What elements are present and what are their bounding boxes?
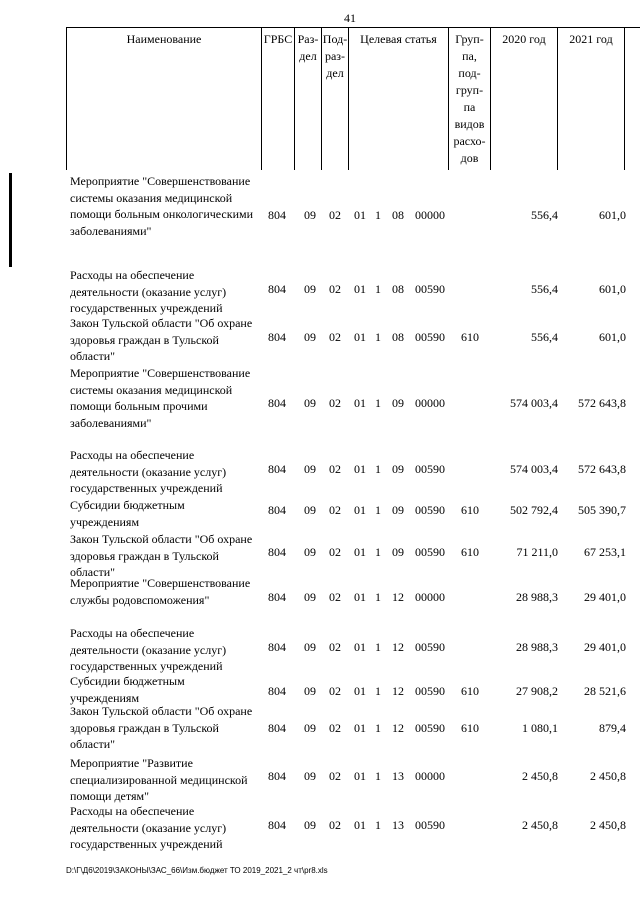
cell-t4: 00000 (415, 208, 445, 222)
header-podrazdel: Под- раз- дел (322, 28, 349, 170)
cell-t4: 00590 (415, 282, 445, 296)
header-razdel: Раз- дел (295, 28, 322, 170)
cell-2021: 505 390,7 (578, 503, 626, 517)
cell-t4: 00590 (415, 545, 445, 559)
cell-2020: 574 003,4 (510, 462, 558, 476)
cell-pr: 02 (329, 818, 341, 832)
cell-2021: 28 521,6 (584, 684, 626, 698)
cell-t4: 00590 (415, 640, 445, 654)
cell-rz: 09 (304, 684, 316, 698)
file-path-footer: D:\Г\Д6\2019\ЗАКОНЫ\ЗАС_66\Изм.бюджет ТО 2019_2021_2 чт\pr8.xls (66, 866, 328, 875)
cell-t4: 00590 (415, 330, 445, 344)
cell-rz: 09 (304, 818, 316, 832)
cell-2020: 2 450,8 (522, 769, 558, 783)
cell-t2: 1 (375, 545, 381, 559)
cell-t3: 12 (392, 640, 404, 654)
row-name: Субсидии бюджетным учреждениям (70, 498, 185, 529)
cell-pr: 02 (329, 462, 341, 476)
cell-rz: 09 (304, 462, 316, 476)
cell-pr: 02 (329, 721, 341, 735)
cell-2021: 601,0 (599, 208, 626, 222)
cell-pr: 02 (329, 208, 341, 222)
cell-t3: 08 (392, 208, 404, 222)
cell-t4: 00590 (415, 503, 445, 517)
cell-2020: 27 908,2 (516, 684, 558, 698)
cell-grbs: 804 (268, 721, 286, 735)
cell-vr: 610 (461, 721, 479, 735)
cell-2021: 879,4 (599, 721, 626, 735)
cell-rz: 09 (304, 330, 316, 344)
cell-pr: 02 (329, 282, 341, 296)
cell-rz: 09 (304, 640, 316, 654)
cell-2020: 1 080,1 (522, 721, 558, 735)
row-name: Мероприятие "Совершенствование системы оказания медицинской помощи больным онкологическими заболеваниями" (70, 174, 254, 238)
cell-pr: 02 (329, 769, 341, 783)
cell-t3: 08 (392, 330, 404, 344)
cell-vr: 610 (461, 503, 479, 517)
cell-vr: 610 (461, 684, 479, 698)
cell-2020: 28 988,3 (516, 590, 558, 604)
cell-t1: 01 (354, 640, 366, 654)
cell-pr: 02 (329, 330, 341, 344)
row-name: Расходы на обеспечение деятельности (оказание услуг) государственных учреждений (70, 448, 227, 495)
cell-t1: 01 (354, 330, 366, 344)
cell-grbs: 804 (268, 208, 286, 222)
cell-t4: 00590 (415, 462, 445, 476)
cell-rz: 09 (304, 208, 316, 222)
cell-t2: 1 (375, 769, 381, 783)
cell-2020: 556,4 (531, 208, 558, 222)
cell-pr: 02 (329, 503, 341, 517)
cell-grbs: 804 (268, 545, 286, 559)
cell-grbs: 804 (268, 684, 286, 698)
cell-grbs: 804 (268, 769, 286, 783)
cell-2021: 601,0 (599, 330, 626, 344)
cell-pr: 02 (329, 684, 341, 698)
cell-2020: 71 211,0 (516, 545, 558, 559)
cell-t1: 01 (354, 545, 366, 559)
cell-t4: 00590 (415, 684, 445, 698)
cell-2021: 29 401,0 (584, 640, 626, 654)
cell-t3: 09 (392, 396, 404, 410)
cell-t2: 1 (375, 503, 381, 517)
cell-t1: 01 (354, 462, 366, 476)
cell-t1: 01 (354, 208, 366, 222)
cell-2021: 2 450,8 (590, 769, 626, 783)
cell-rz: 09 (304, 503, 316, 517)
cell-t3: 09 (392, 545, 404, 559)
header-name: Наименование (66, 28, 262, 170)
cell-pr: 02 (329, 590, 341, 604)
cell-pr: 02 (329, 545, 341, 559)
cell-t2: 1 (375, 721, 381, 735)
cell-grbs: 804 (268, 330, 286, 344)
cell-t2: 1 (375, 282, 381, 296)
cell-2020: 574 003,4 (510, 396, 558, 410)
cell-t3: 08 (392, 282, 404, 296)
header-target: Целевая статья (349, 28, 449, 170)
cell-grbs: 804 (268, 818, 286, 832)
row-name: Закон Тульской области "Об охране здоровья граждан в Тульской области" (70, 704, 253, 751)
cell-t2: 1 (375, 462, 381, 476)
cell-t3: 13 (392, 769, 404, 783)
cell-grbs: 804 (268, 282, 286, 296)
row-name: Субсидии бюджетным учреждениям (70, 674, 185, 705)
cell-t3: 09 (392, 462, 404, 476)
cell-rz: 09 (304, 545, 316, 559)
cell-rz: 09 (304, 769, 316, 783)
cell-t4: 00590 (415, 818, 445, 832)
cell-t2: 1 (375, 640, 381, 654)
cell-t1: 01 (354, 503, 366, 517)
cell-vr: 610 (461, 330, 479, 344)
cell-t4: 00590 (415, 721, 445, 735)
header-group: Груп- па, под- груп- па видов расхо- дов (449, 28, 491, 170)
cell-pr: 02 (329, 640, 341, 654)
cell-pr: 02 (329, 396, 341, 410)
cell-2021: 601,0 (599, 282, 626, 296)
cell-rz: 09 (304, 282, 316, 296)
cell-rz: 09 (304, 721, 316, 735)
cell-t1: 01 (354, 721, 366, 735)
cell-2020: 556,4 (531, 330, 558, 344)
cell-t1: 01 (354, 684, 366, 698)
row-name: Расходы на обеспечение деятельности (оказание услуг) государственных учреждений (70, 804, 227, 851)
cell-2020: 556,4 (531, 282, 558, 296)
cell-grbs: 804 (268, 590, 286, 604)
cell-t4: 00000 (415, 590, 445, 604)
cell-t1: 01 (354, 769, 366, 783)
cell-t2: 1 (375, 684, 381, 698)
cell-2021: 572 643,8 (578, 462, 626, 476)
cell-rz: 09 (304, 396, 316, 410)
cell-grbs: 804 (268, 396, 286, 410)
page-number: 41 (344, 11, 356, 25)
cell-2021: 67 253,1 (584, 545, 626, 559)
cell-grbs: 804 (268, 503, 286, 517)
row-name: Закон Тульской области "Об охране здоровья граждан в Тульской области" (70, 316, 253, 363)
header-grbs: ГРБС (262, 28, 295, 170)
cell-t2: 1 (375, 330, 381, 344)
cell-2021: 29 401,0 (584, 590, 626, 604)
cell-t3: 12 (392, 590, 404, 604)
cell-t3: 12 (392, 684, 404, 698)
cell-rz: 09 (304, 590, 316, 604)
cell-t2: 1 (375, 208, 381, 222)
cell-2021: 2 450,8 (590, 818, 626, 832)
cell-grbs: 804 (268, 640, 286, 654)
cell-grbs: 804 (268, 462, 286, 476)
row-name: Закон Тульской области "Об охране здоровья граждан в Тульской области" (70, 532, 253, 579)
row-name: Расходы на обеспечение деятельности (оказание услуг) государственных учреждений (70, 626, 227, 673)
cell-2021: 572 643,8 (578, 396, 626, 410)
cell-t3: 12 (392, 721, 404, 735)
row-name: Мероприятие "Совершенствование службы родовспоможения" (70, 576, 251, 607)
cell-2020: 2 450,8 (522, 818, 558, 832)
cell-t2: 1 (375, 818, 381, 832)
cell-t2: 1 (375, 396, 381, 410)
cell-t3: 13 (392, 818, 404, 832)
cell-t2: 1 (375, 590, 381, 604)
cell-vr: 610 (461, 545, 479, 559)
cell-t1: 01 (354, 282, 366, 296)
row-name: Мероприятие "Развитие специализированной медицинской помощи детям" (70, 756, 248, 803)
cell-t4: 00000 (415, 769, 445, 783)
row-name: Расходы на обеспечение деятельности (оказание услуг) государственных учреждений (70, 268, 227, 315)
cell-t1: 01 (354, 396, 366, 410)
cell-2020: 502 792,4 (510, 503, 558, 517)
cell-t3: 09 (392, 503, 404, 517)
cell-t4: 00000 (415, 396, 445, 410)
header-2020: 2020 год (491, 28, 558, 170)
header-2021: 2021 год (558, 28, 625, 170)
cell-t1: 01 (354, 590, 366, 604)
cell-2020: 28 988,3 (516, 640, 558, 654)
row-name: Мероприятие "Совершенствование системы оказания медицинской помощи больным прочими заболеваниями" (70, 366, 251, 430)
cell-t1: 01 (354, 818, 366, 832)
